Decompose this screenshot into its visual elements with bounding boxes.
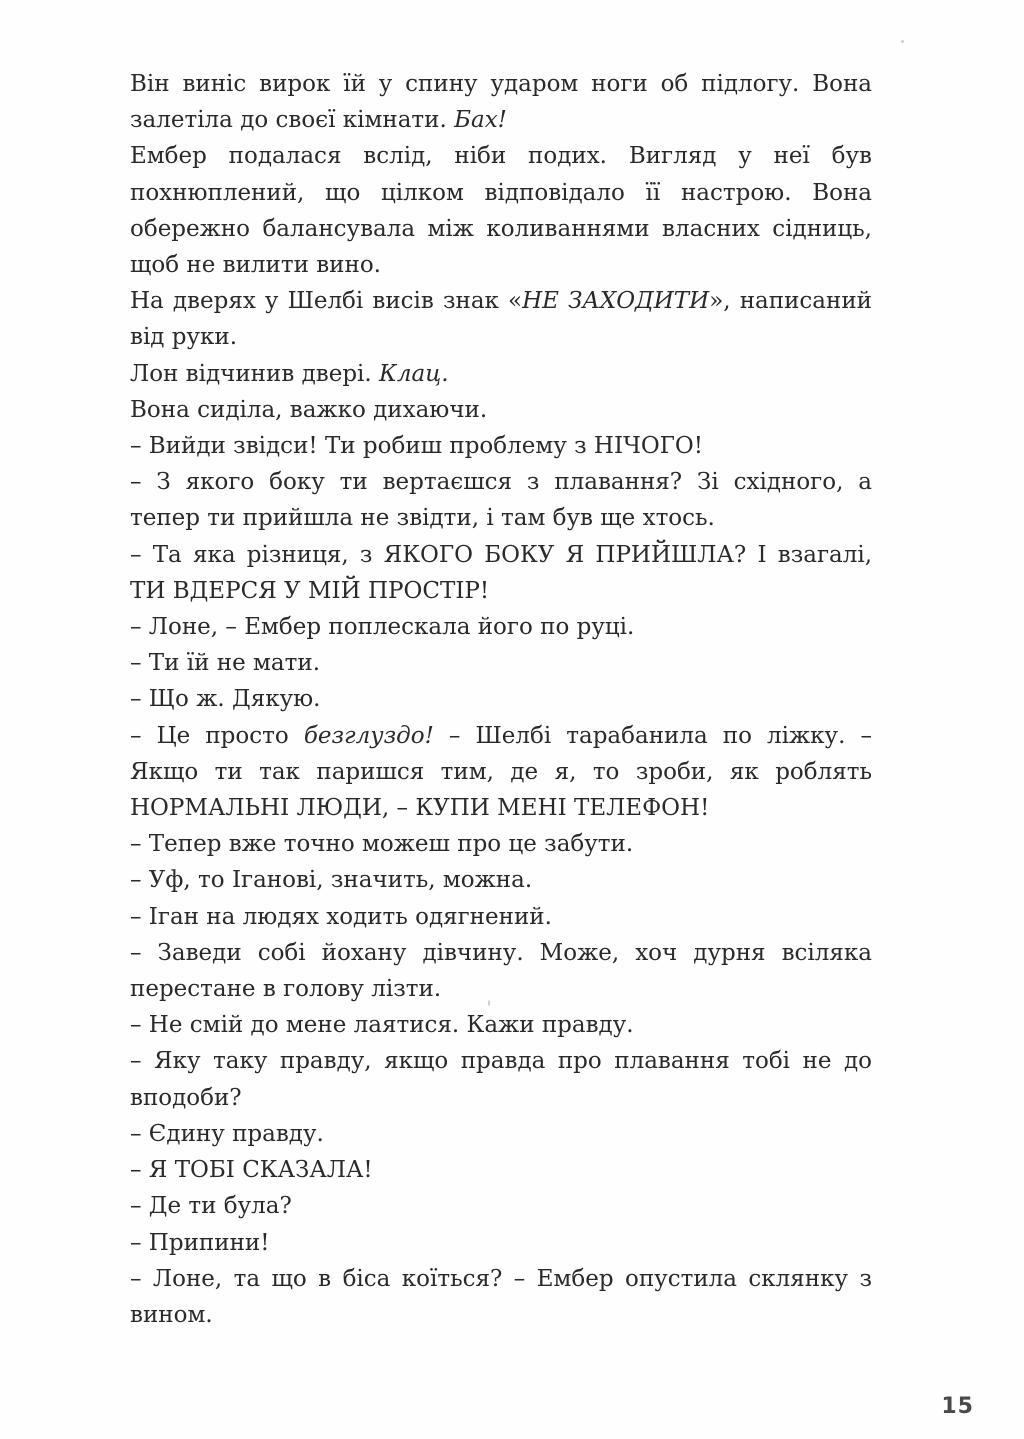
dialogue-line: – Де ти була? [130, 1193, 292, 1220]
dialogue-line: – Та яка різниця, з ЯКОГО БОКУ Я ПРИЙШЛА? І взагалі, ТИ ВДЕРСЯ У МІЙ ПРОСТІР! [130, 541, 872, 604]
paragraph: Вона сиділа, важко дихаючи. [130, 396, 488, 423]
scan-speck [488, 1000, 490, 1006]
sound-effect: Бах! [454, 107, 507, 134]
dialogue-line: – Не смій до мене лаятися. Кажи правду. [130, 1012, 634, 1039]
dialogue-line: – Це просто безглуздо! – Шелбі тарабанила по ліжку. – Якщо ти так паришся тим, де я, то зроби, як роблять НОРМАЛЬНІ ЛЮДИ, – КУПИ МЕНІ ТЕЛЕФОН! [130, 722, 872, 822]
paragraph: Він виніс вирок їй у спину ударом ноги об підлогу. Вона залетіла до своєї кімнати. Бах! [130, 71, 872, 134]
paragraph: Лон відчинив двері. Клац. [130, 360, 449, 387]
dialogue-line: – Лоне, – Ембер поплескала його по руці. [130, 614, 635, 641]
emphasis: безглуздо! [303, 722, 434, 749]
dialogue-line: – Я ТОБІ СКАЗАЛА! [130, 1157, 373, 1184]
dialogue-line: – Лоне, та що в біса коїться? – Ембер опустила склянку з вином. [130, 1265, 872, 1328]
dialogue-line: – З якого боку ти вертаєшся з плавання? Зі східного, а тепер ти прийшла не звідти, і там був ще хтось. [130, 469, 872, 532]
paragraph: Ембер подалася вслід, ніби подих. Вигляд у неї був похнюплений, що цілком відповідало її настрою. Вона обережно балансувала між коливаннями власних сідниць, щоб не вилити вино. [130, 143, 872, 279]
dialogue-line: – Що ж. Дякую. [130, 686, 321, 713]
sound-effect: Клац. [379, 360, 449, 387]
body-text [130, 66, 872, 1333]
dialogue-line: – Іган на людях ходить одягнений. [130, 903, 552, 930]
dialogue-line: – Заведи собі йохану дівчину. Може, хоч дурня всіляка перестане в голову лізти. [130, 939, 872, 1003]
scan-speck [901, 40, 904, 43]
page-number: 15 [941, 1394, 974, 1419]
dialogue-line: – Припини! [130, 1229, 270, 1256]
dialogue-line: – Уф, то Іганові, значить, можна. [130, 867, 533, 894]
dialogue-line: – Тепер вже точно можеш про це забути. [130, 831, 634, 858]
sign-text: НЕ ЗАХОДИТИ [522, 288, 710, 315]
dialogue-line: – Вийди звідси! Ти робиш проблему з НІЧОГО! [130, 433, 704, 460]
dialogue-line: – Яку таку правду, якщо правда про плавання тобі не до вподоби? [130, 1048, 872, 1111]
paragraph: На дверях у Шелбі висів знак «НЕ ЗАХОДИТИ», написаний від руки. [130, 288, 873, 351]
dialogue-line: – Єдину правду. [130, 1120, 324, 1147]
dialogue-line: – Ти їй не мати. [130, 650, 321, 677]
